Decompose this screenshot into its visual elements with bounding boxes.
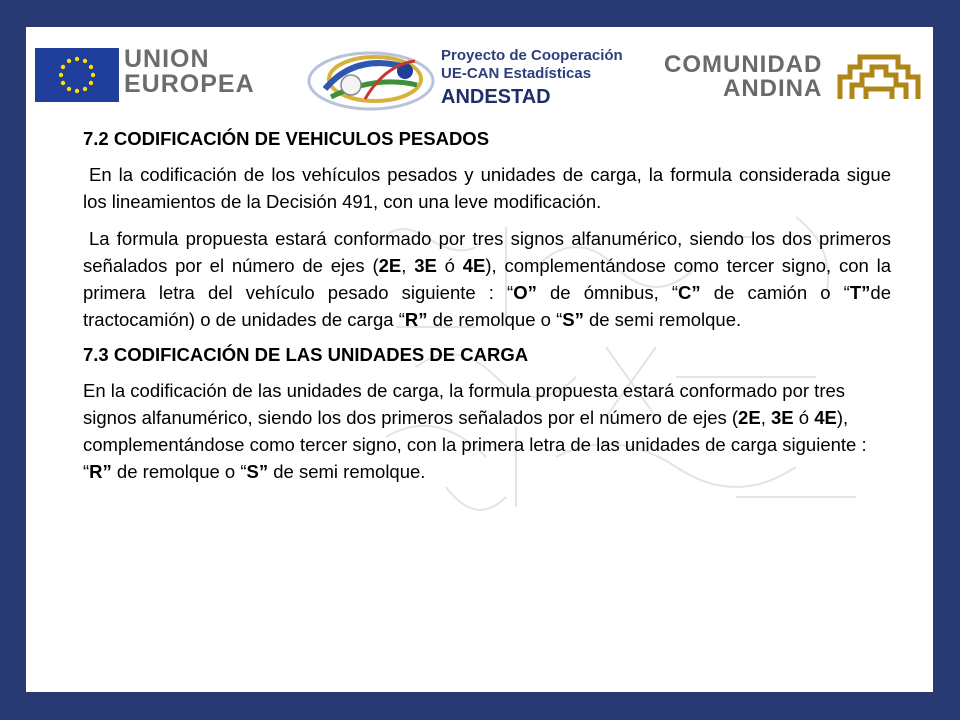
- section-heading-7-3: 7.3 CODIFICACIÓN DE LAS UNIDADES DE CARGA: [83, 344, 529, 365]
- eu-line1: UNION: [124, 45, 210, 73]
- can-line1: COMUNIDAD: [664, 51, 823, 78]
- text-run: ,: [760, 407, 771, 428]
- code-3e: 3E: [414, 255, 437, 276]
- text-run: ó: [793, 407, 815, 428]
- code-2e: 2E: [378, 255, 402, 276]
- project-line2: UE-CAN Estadísticas: [441, 65, 592, 82]
- paragraph-formula: [83, 225, 891, 333]
- code-c: C”: [678, 282, 701, 303]
- can-logo-text: [664, 53, 822, 101]
- project-line3: ANDESTAD: [441, 86, 551, 108]
- text-run: En la codificación de las unidades de carga, la formula propuesta estará conformado por tres signos alfanumérico, siendo los dos primeros señalados por el número de ejes (: [83, 380, 846, 428]
- can-line2: ANDINA: [723, 75, 823, 102]
- project-logo-text: [441, 47, 623, 109]
- code-s: S”: [246, 461, 269, 482]
- text-run: de semi remolque.: [583, 309, 742, 330]
- comunidad-andina-emblem-icon: [836, 47, 922, 101]
- code-2e: 2E: [738, 407, 761, 428]
- text-run: La formula propuesta estará conformado por tres signos alfanumérico, siendo los dos primeros señalados por el número de ejes (: [83, 228, 891, 276]
- text-run: ó: [436, 255, 463, 276]
- code-t: T”: [849, 282, 871, 303]
- text-run: ), complementándose como tercer signo, con la primera letra de las unidades de carga siguiente : “: [83, 407, 867, 482]
- slide: [26, 27, 933, 692]
- code-r: R”: [89, 461, 112, 482]
- text-run: ,: [401, 255, 415, 276]
- paragraph-intro: En la codificación de los vehículos pesados y unidades de carga, la formula considerada sigue los lineamientos de la Decisión 491, con una leve modificación.: [83, 164, 891, 212]
- text-run: de remolque o “: [111, 461, 247, 482]
- code-o: O”: [513, 282, 537, 303]
- eu-flag-icon: [35, 48, 119, 102]
- text-run: de ómnibus, “: [536, 282, 679, 303]
- main-content: [83, 127, 891, 495]
- text-run: ), complementándose como tercer signo, con la primera letra del vehículo pesado siguiente : “: [83, 255, 891, 303]
- section-heading-7-2: 7.2 CODIFICACIÓN DE VEHICULOS PESADOS: [83, 128, 490, 149]
- code-s: S”: [562, 309, 584, 330]
- header-logos: [26, 27, 933, 117]
- eu-logo-text: [124, 47, 255, 97]
- code-4e: 4E: [814, 407, 837, 428]
- text-run: de camión o “: [700, 282, 850, 303]
- andestad-emblem-icon: [305, 45, 437, 111]
- code-3e: 3E: [770, 407, 794, 428]
- eu-line2: EUROPEA: [124, 70, 255, 98]
- text-run: de remolque o “: [427, 309, 563, 330]
- code-4e: 4E: [462, 255, 486, 276]
- text-run: de semi remolque.: [268, 461, 426, 482]
- code-r: R”: [404, 309, 428, 330]
- paragraph-cargo-units: [83, 377, 891, 485]
- text-run: de tractocamión) o de unidades de carga “: [83, 282, 891, 330]
- project-line1: Proyecto de Cooperación: [441, 47, 623, 64]
